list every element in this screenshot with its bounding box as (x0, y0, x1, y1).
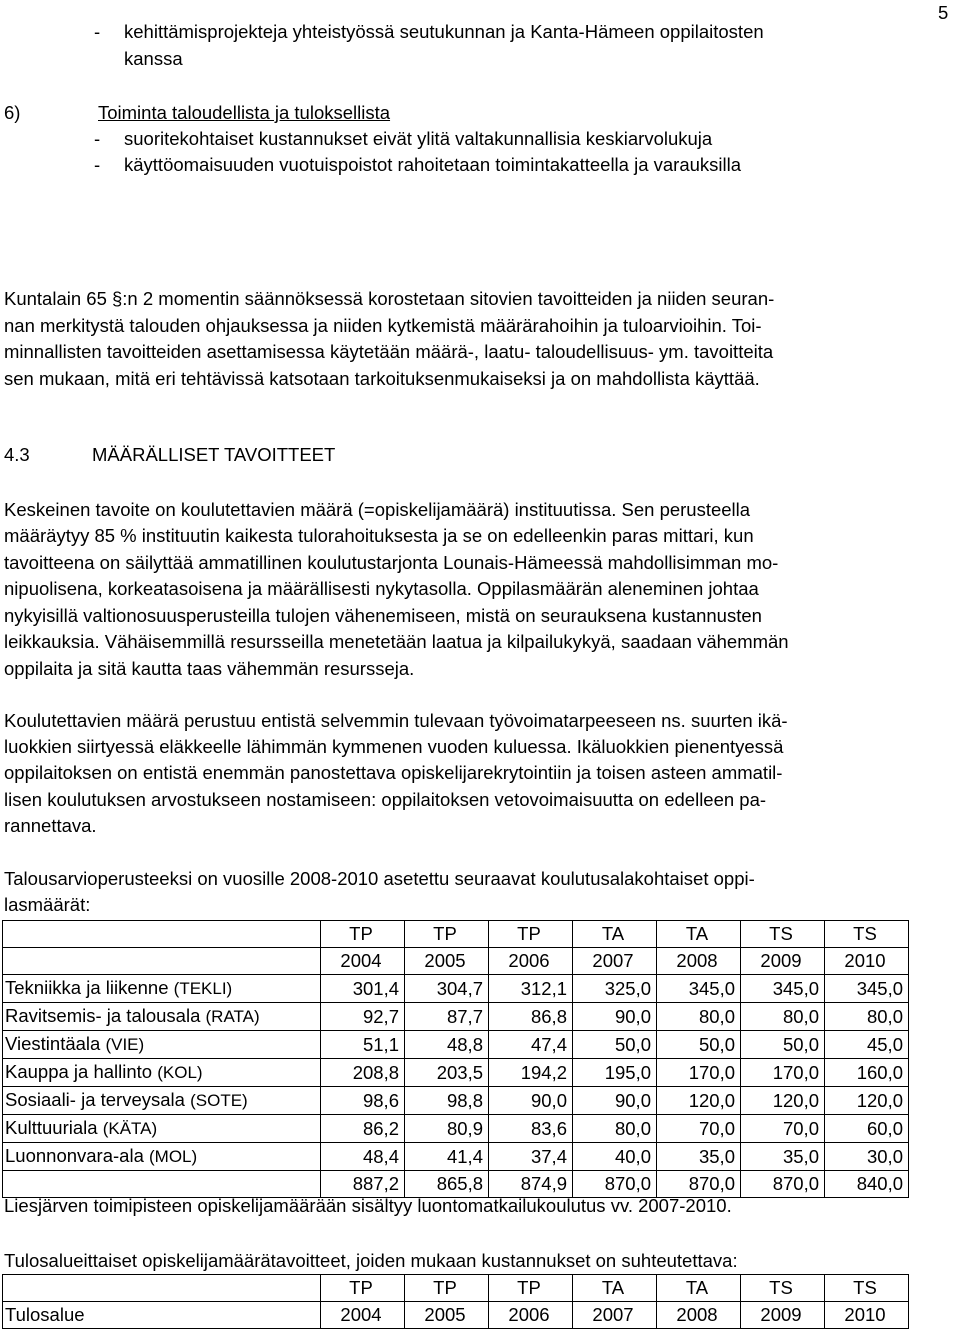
bullet-dash: - (94, 154, 101, 175)
table-header-empty (3, 1275, 321, 1302)
table-row-label (3, 975, 321, 1003)
table-header-year: 2008 (657, 948, 741, 975)
table-cell: 40,0 (573, 1143, 657, 1171)
table-row (3, 1087, 909, 1115)
table-cell: 80,9 (405, 1115, 489, 1143)
table-header-year: 2007 (573, 948, 657, 975)
para2-line6: leikkauksia. Vähäisemmillä resursseilla menetetään laatua ja kilpailukykyä, saadaan vähemmän (4, 631, 789, 652)
table-cell: 345,0 (825, 975, 909, 1003)
table-row (3, 975, 909, 1003)
bullet-dash: - (94, 21, 101, 42)
table-cell: 120,0 (657, 1087, 741, 1115)
para3-line3: oppilaitoksen on entistä enemmän panostettava opiskelijarekrytointiin ja toisen asteen ammatil- (4, 762, 783, 783)
table-cell: 50,0 (657, 1031, 741, 1059)
table-header-year: 2010 (825, 948, 909, 975)
table-cell: 35,0 (657, 1143, 741, 1171)
field-name: Luonnonvara-ala (5, 1145, 144, 1166)
table-header-year: 2007 (573, 1302, 657, 1329)
table-header-type: TP (489, 1275, 573, 1302)
para1-line1: Kuntalain 65 §:n 2 momentin säännöksessä korostetaan sitovien tavoitteiden ja niiden seuran- (4, 288, 775, 309)
table-header-year: 2008 (657, 1302, 741, 1329)
table-row-label (3, 1087, 321, 1115)
field-abbreviation: (KÄTA) (102, 1119, 158, 1138)
table-header-type: TA (573, 921, 657, 948)
table-cell: 345,0 (741, 975, 825, 1003)
table-cell: 208,8 (321, 1059, 405, 1087)
table-total-cell: 887,2 (321, 1171, 405, 1198)
table-cell: 98,8 (405, 1087, 489, 1115)
table-cell: 87,7 (405, 1003, 489, 1031)
table-row-label (3, 1031, 321, 1059)
para1-line4: sen mukaan, mitä eri tehtävissä katsotaan tarkoituksenmukaiseksi ja on mahdollista käyttää. (4, 368, 760, 389)
table-cell: 170,0 (657, 1059, 741, 1087)
table-header-type: TA (657, 1275, 741, 1302)
table-header-label: Tulosalue (3, 1302, 321, 1329)
table-cell: 48,8 (405, 1031, 489, 1059)
para3-line4: lisen koulutuksen arvostukseen nostamiseen: oppilaitoksen vetovoimaisuutta on edelleen pa- (4, 789, 767, 810)
table-cell: 47,4 (489, 1031, 573, 1059)
table-header-type: TS (825, 1275, 909, 1302)
table-row (3, 1003, 909, 1031)
table-header-type: TP (405, 1275, 489, 1302)
table-header-type: TP (405, 921, 489, 948)
para4-line1: Talousarvioperusteeksi on vuosille 2008-2010 asetettu seuraavat koulutusalakohtaiset oppi- (4, 868, 755, 889)
table-header-empty (3, 948, 321, 975)
field-abbreviation: (RATA) (205, 1007, 260, 1026)
field-abbreviation: (TEKLI) (173, 979, 233, 998)
table-cell: 195,0 (573, 1059, 657, 1087)
table-header-year: 2005 (405, 948, 489, 975)
table-cell: 70,0 (657, 1115, 741, 1143)
table-cell: 120,0 (741, 1087, 825, 1115)
table-row-label (3, 1115, 321, 1143)
table-header-year: 2009 (741, 1302, 825, 1329)
table-header-type: TS (825, 921, 909, 948)
table-header-row-years (3, 948, 909, 975)
section6-bullet-1: suoritekohtaiset kustannukset eivät ylitä valtakunnallisia keskiarvolukuja (124, 128, 713, 149)
table-cell: 194,2 (489, 1059, 573, 1087)
table-row-label (3, 1059, 321, 1087)
para2-line7: oppilaita ja sitä kautta taas vähemmän resursseja. (4, 658, 415, 679)
field-name: Tekniikka ja liikenne (5, 977, 169, 998)
table-cell: 50,0 (573, 1031, 657, 1059)
table-cell: 90,0 (573, 1003, 657, 1031)
table-row-label (3, 1143, 321, 1171)
table-cell: 83,6 (489, 1115, 573, 1143)
table-row (3, 1031, 909, 1059)
table-header-type: TP (489, 921, 573, 948)
field-abbreviation: (VIE) (105, 1035, 145, 1054)
table-cell: 80,0 (657, 1003, 741, 1031)
table-row (3, 1115, 909, 1143)
table-header-type: TS (741, 921, 825, 948)
field-name: Viestintäala (5, 1033, 101, 1054)
table-cell: 86,8 (489, 1003, 573, 1031)
table-cell: 37,4 (489, 1143, 573, 1171)
para5: Tulosalueittaiset opiskelijamäärätavoitteet, joiden mukaan kustannukset on suhteutettava: (4, 1250, 738, 1271)
table-total-cell: 870,0 (741, 1171, 825, 1198)
para2-line1: Keskeinen tavoite on koulutettavien määrä (=opiskelijamäärä) instituutissa. Sen perusteella (4, 499, 751, 520)
table-header-type: TP (321, 921, 405, 948)
table-header-empty (3, 921, 321, 948)
table-header-year: 2006 (489, 948, 573, 975)
heading-title: MÄÄRÄLLISET TAVOITTEET (92, 444, 336, 465)
cost-area-table (2, 1274, 909, 1329)
table-cell: 90,0 (573, 1087, 657, 1115)
table-header-row-types (3, 921, 909, 948)
table-cell: 51,1 (321, 1031, 405, 1059)
table-cell: 80,0 (825, 1003, 909, 1031)
table-cell: 45,0 (825, 1031, 909, 1059)
section6-title: Toiminta taloudellista ja tuloksellista (98, 102, 391, 123)
table-header-year: 2006 (489, 1302, 573, 1329)
table-cell: 90,0 (489, 1087, 573, 1115)
table-header-type: TA (657, 921, 741, 948)
table-cell: 30,0 (825, 1143, 909, 1171)
table-cell: 312,1 (489, 975, 573, 1003)
table-row (3, 1059, 909, 1087)
table-cell: 170,0 (741, 1059, 825, 1087)
field-abbreviation: (SOTE) (190, 1091, 248, 1110)
table-header-year: 2010 (825, 1302, 909, 1329)
table-header-type: TP (321, 1275, 405, 1302)
section6-bullet-2: käyttöomaisuuden vuotuispoistot rahoitetaan toimintakatteella ja varauksilla (124, 154, 742, 175)
table-cell: 80,0 (741, 1003, 825, 1031)
table-cell: 70,0 (741, 1115, 825, 1143)
table-total-cell: 865,8 (405, 1171, 489, 1198)
table-row (3, 1143, 909, 1171)
para2-line4: nipuolisena, korkeatasoisena ja määrällisesti nykytasolla. Oppilasmäärän aleneminen johtaa (4, 578, 759, 599)
para3-line5: rannettava. (4, 815, 97, 836)
para1-line2: nan merkitystä talouden ohjauksessa ja niiden kytkemistä määrärahoihin ja tuloarvioihin. Toi- (4, 315, 762, 336)
bullet-text-line2: kanssa (124, 48, 183, 69)
para2-line2: määräytyy 85 % instituutin kaikesta tulorahoituksesta ja se on edelleenkin paras mittari, kun (4, 525, 754, 546)
table-cell: 304,7 (405, 975, 489, 1003)
table-header-type: TA (573, 1275, 657, 1302)
para4-line2: lasmäärät: (4, 894, 91, 915)
para2-line5: nykyisillä valtionosuusperusteilla tulojen vähenemiseen, mistä on seurauksena kustannusten (4, 605, 762, 626)
heading-number: 4.3 (4, 444, 30, 465)
para3-line1: Koulutettavien määrä perustuu entistä selvemmin tulevaan työvoimatarpeeseen ns. suurten ikä- (4, 710, 788, 731)
table-header-year: 2009 (741, 948, 825, 975)
section6-number: 6) (4, 102, 21, 123)
table-total-cell: 874,9 (489, 1171, 573, 1198)
table-total-cell: 840,0 (825, 1171, 909, 1198)
table-cell: 41,4 (405, 1143, 489, 1171)
table-total-cell: 870,0 (657, 1171, 741, 1198)
table-row-label (3, 1003, 321, 1031)
table-cell: 160,0 (825, 1059, 909, 1087)
table-cell: 120,0 (825, 1087, 909, 1115)
table-header-year: 2004 (321, 948, 405, 975)
table-cell: 345,0 (657, 975, 741, 1003)
table-cell: 48,4 (321, 1143, 405, 1171)
table-cell: 80,0 (573, 1115, 657, 1143)
field-abbreviation: (MOL) (149, 1147, 198, 1166)
bullet-dash: - (94, 128, 101, 149)
field-name: Kulttuuriala (5, 1117, 98, 1138)
table-note: Liesjärven toimipisteen opiskelijamäärään sisältyy luontomatkailukoulutus vv. 2007-2010. (4, 1195, 732, 1216)
field-name: Sosiaali- ja terveysala (5, 1089, 185, 1110)
table-cell: 98,6 (321, 1087, 405, 1115)
table-cell: 60,0 (825, 1115, 909, 1143)
field-abbreviation: (KOL) (157, 1063, 203, 1082)
para2-line3: tavoitteena on säilyttää ammatillinen koulutustarjonta Lounais-Hämeessä mahdollisimman mo- (4, 552, 779, 573)
table-header-type: TS (741, 1275, 825, 1302)
student-count-table (2, 920, 909, 1198)
table-cell: 301,4 (321, 975, 405, 1003)
field-name: Ravitsemis- ja talousala (5, 1005, 201, 1026)
table-cell: 50,0 (741, 1031, 825, 1059)
table-header-row-types (3, 1275, 909, 1302)
table-header-year: 2005 (405, 1302, 489, 1329)
field-name: Kauppa ja hallinto (5, 1061, 153, 1082)
table-header-year: 2004 (321, 1302, 405, 1329)
table-cell: 203,5 (405, 1059, 489, 1087)
bullet-text-line1: kehittämisprojekteja yhteistyössä seutukunnan ja Kanta-Hämeen oppilaitosten (124, 21, 764, 42)
table-total-cell: 870,0 (573, 1171, 657, 1198)
table-cell: 35,0 (741, 1143, 825, 1171)
para3-line2: luokkien siirtyessä eläkkeelle lähimmän kymmenen vuoden kuluessa. Ikäluokkien pienentyessä (4, 736, 784, 757)
table-cell: 325,0 (573, 975, 657, 1003)
para1-line3: minnallisten tavoitteiden asettamisessa käytetään määrä-, laatu- taloudellisuus- ym. tavoitteita (4, 341, 774, 362)
table-cell: 86,2 (321, 1115, 405, 1143)
table-header-row-years (3, 1302, 909, 1329)
table-cell: 92,7 (321, 1003, 405, 1031)
page-number: 5 (938, 2, 949, 23)
